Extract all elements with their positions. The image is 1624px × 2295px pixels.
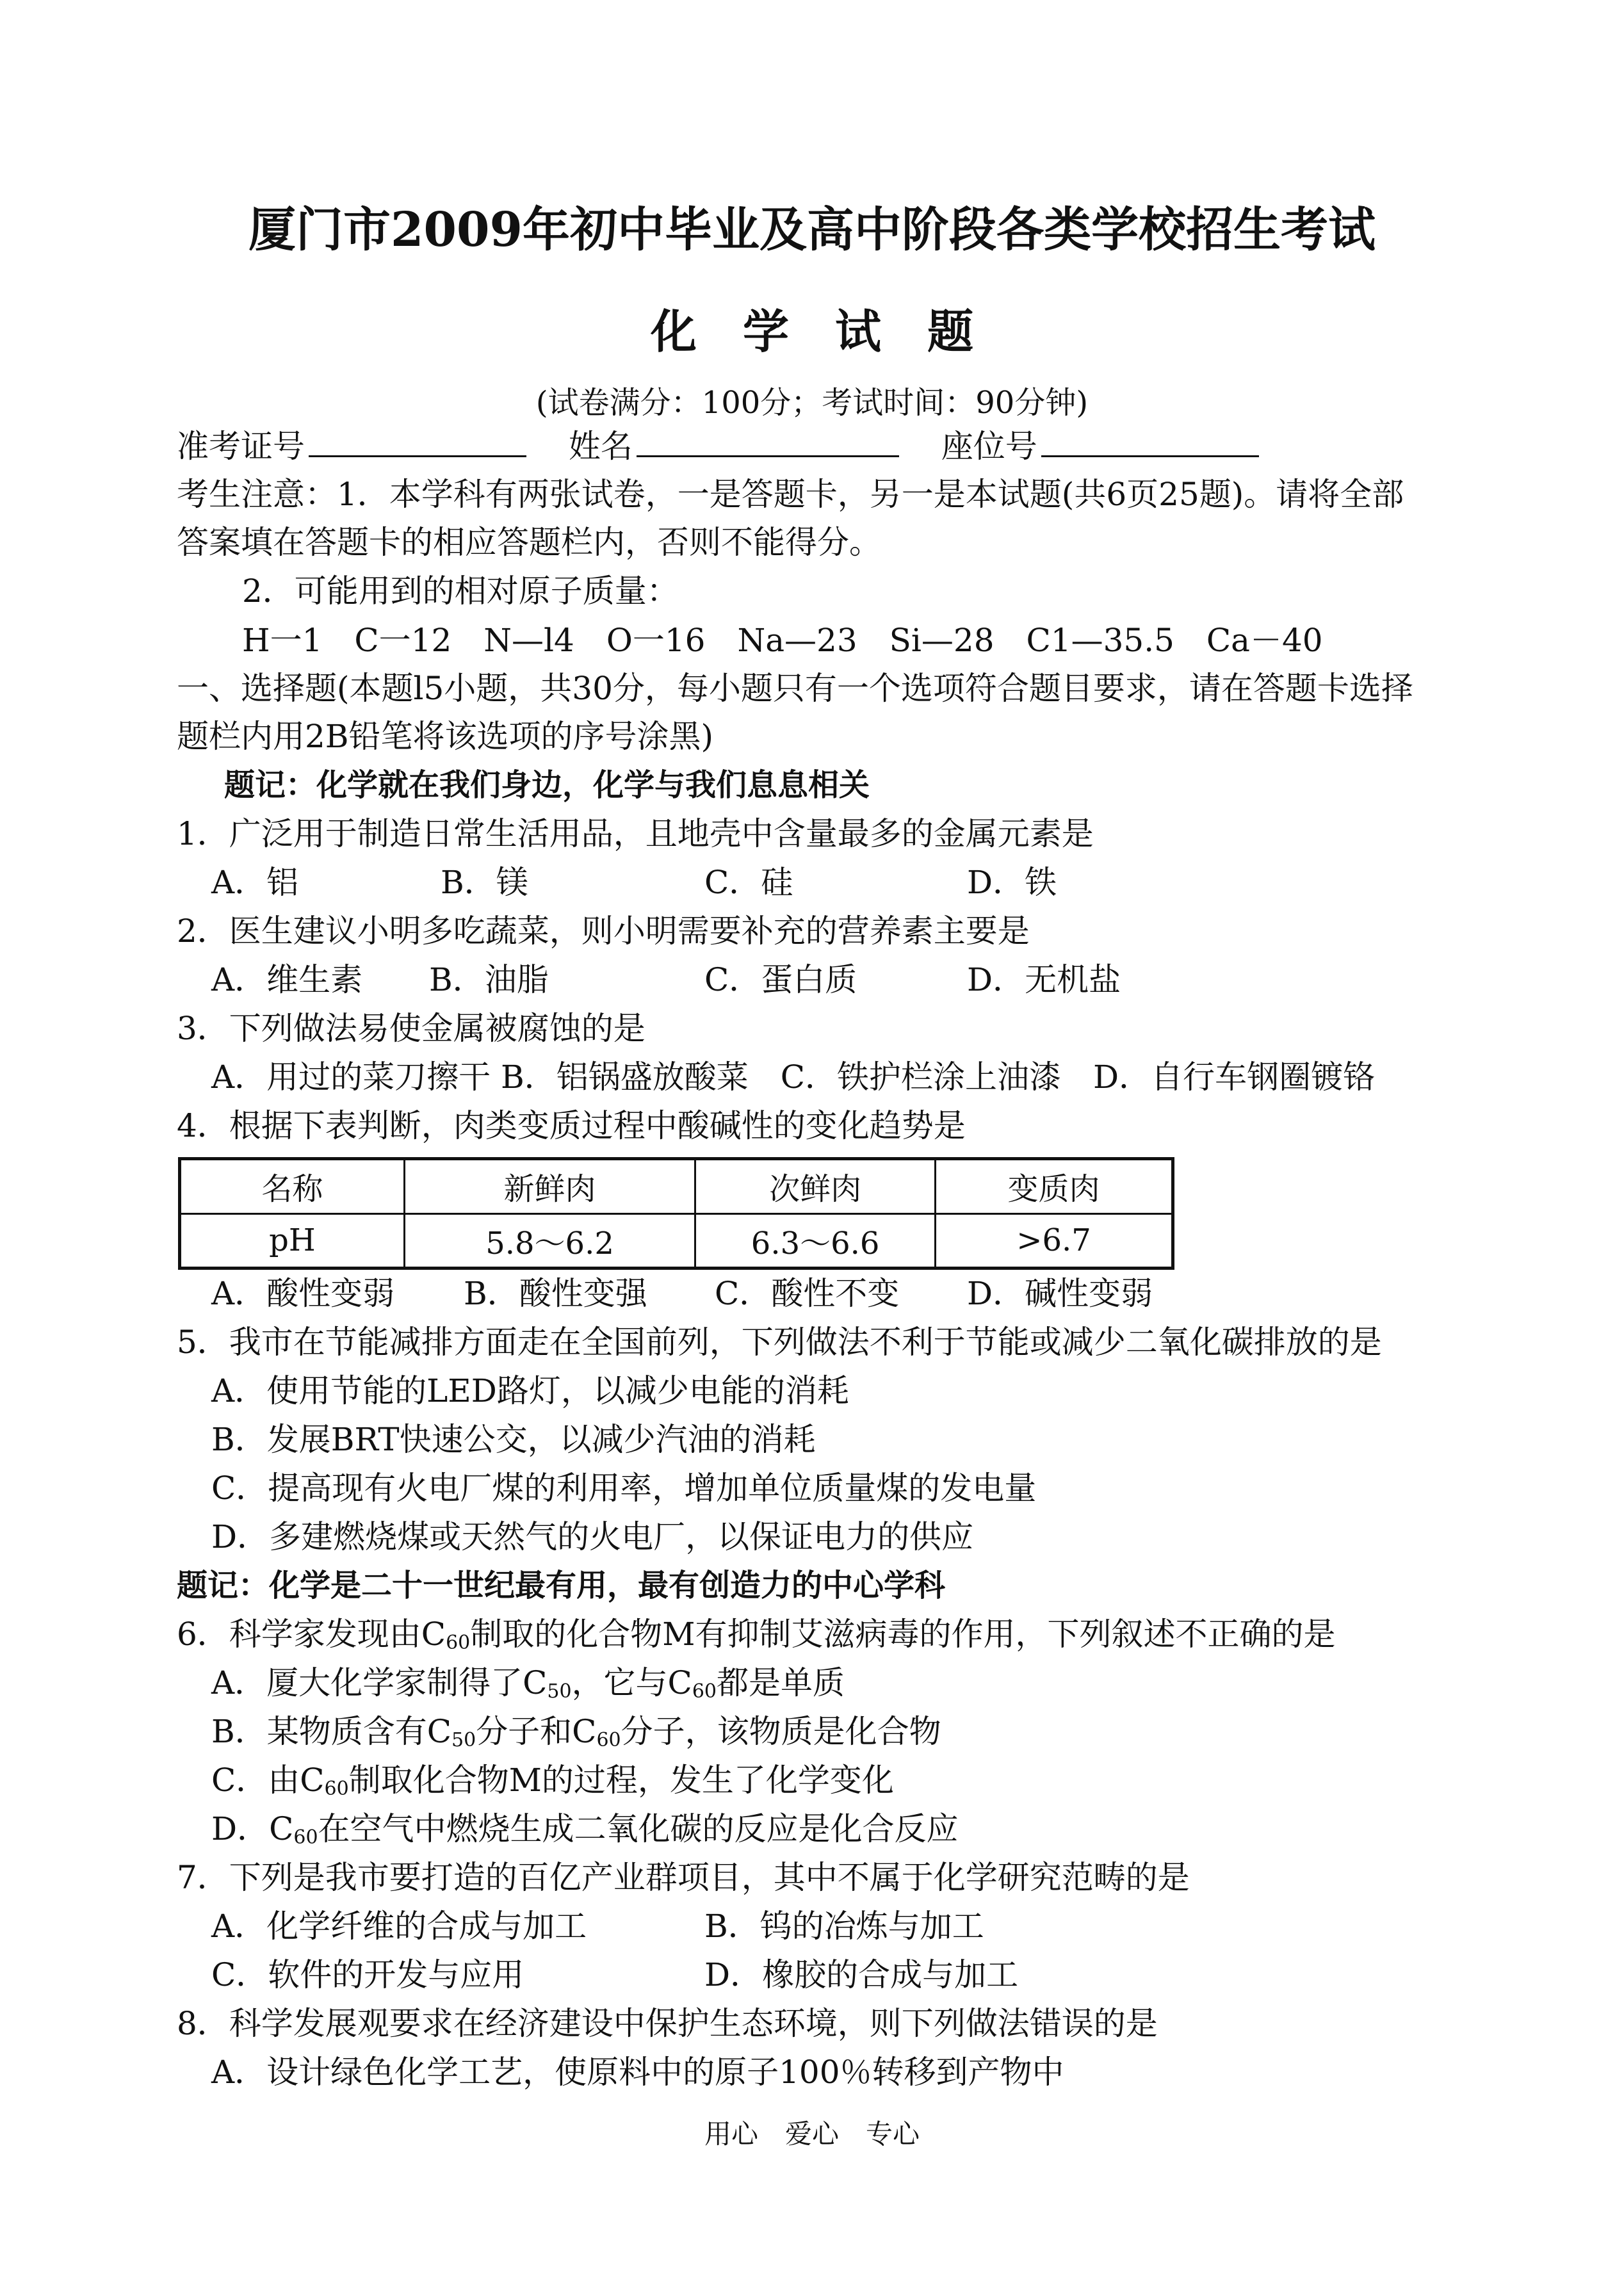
q4-option-c: C．酸性不变 xyxy=(715,1275,900,1312)
table-row xyxy=(180,1159,1173,1214)
table-header-cell: 新鲜肉 xyxy=(404,1159,695,1214)
section-instructions-2: 题栏内用2B铅笔将该选项的序号涂黑) xyxy=(177,718,714,755)
q1-option-a: A．铝 xyxy=(211,864,299,901)
q6-stem: 6．科学家发现由$C_{60}$制取的化合物M有抑制艾滋病毒的作用，下列叙述不正确的是 xyxy=(177,1616,1336,1654)
q6-option-d: D．$C_{60}$在空气中燃烧生成二氧化碳的反应是化合反应 xyxy=(211,1810,959,1849)
table-cell: pH xyxy=(180,1213,405,1269)
table-row xyxy=(180,1213,1173,1269)
q5-stem: 5．我市在节能减排方面走在全国前列，下列做法不利于节能或减少二氧化碳排放的是 xyxy=(177,1324,1382,1361)
table-header-cell: 变质肉 xyxy=(936,1159,1173,1214)
candidate-fields xyxy=(177,427,1259,466)
q5-option-b: B．发展BRT快速公交，以减少汽油的消耗 xyxy=(211,1421,816,1458)
q5-option-a: A．使用节能的LED路灯，以减少电能的消耗 xyxy=(211,1372,849,1409)
seat-blank[interactable] xyxy=(1041,427,1259,457)
table-header-cell: 名称 xyxy=(180,1159,405,1214)
notice-line-2: 答案填在答题卡的相应答题栏内，否则不能得分。 xyxy=(177,524,881,561)
q2-option-c: C．蛋白质 xyxy=(704,961,857,998)
q7-option-c: C．软件的开发与应用 xyxy=(211,1956,524,1993)
q4-option-b: B．酸性变强 xyxy=(464,1275,647,1312)
theme-note-2: 题记：化学是二十一世纪最有用，最有创造力的中心学科 xyxy=(177,1568,946,1603)
table-cell: 6.3～6.6 xyxy=(695,1213,936,1269)
q2-stem: 2．医生建议小明多吃蔬菜，则小明需要补充的营养素主要是 xyxy=(177,912,1030,950)
exam-title: 厦门市2009年初中毕业及高中阶段各类学校招生考试 xyxy=(248,202,1376,257)
q3-stem: 3．下列做法易使金属被腐蚀的是 xyxy=(177,1010,646,1047)
q7-stem: 7．下列是我市要打造的百亿产业群项目，其中不属于化学研究范畴的是 xyxy=(177,1859,1190,1896)
q1-option-d: D．铁 xyxy=(967,864,1057,901)
q6-option-c: C．由$C_{60}$制取化合物M的过程，发生了化学变化 xyxy=(211,1762,894,1800)
q2-option-d: D．无机盐 xyxy=(967,961,1121,998)
ph-table xyxy=(178,1157,1174,1270)
q8-option-a: A．设计绿色化学工艺，使原料中的原子100％转移到产物中 xyxy=(211,2054,1064,2091)
subject-title: 化 学 试 题 xyxy=(650,304,973,359)
q5-option-d: D．多建燃烧煤或天然气的火电厂，以保证电力的供应 xyxy=(211,1518,974,1555)
table-cell: 5.8～6.2 xyxy=(404,1213,695,1269)
q1-option-c: C．硅 xyxy=(704,864,793,901)
q2-option-a: A．维生素 xyxy=(211,961,363,998)
q8-stem: 8．科学发展观要求在经济建设中保护生态环境，则下列做法错误的是 xyxy=(177,2005,1158,2042)
q3-options: A．用过的菜刀擦干 B．铝锅盛放酸菜 C．铁护栏涂上油漆 D．自行车钢圈镀铬 xyxy=(211,1058,1376,1096)
q4-option-d: D．碱性变弱 xyxy=(967,1275,1153,1312)
seat-label: 座位号 xyxy=(941,428,1037,465)
exam-number-blank[interactable] xyxy=(309,427,526,457)
atomic-masses: H一1 C一12 N—l4 O一16 Na—23 Si—28 C1—35.5 Ca－40 xyxy=(242,622,1323,659)
page-footer: 用心 爱心 专心 xyxy=(704,2118,920,2150)
theme-note-1: 题记：化学就在我们身边，化学与我们息息相关 xyxy=(224,767,870,803)
q6-option-a: A．厦大化学家制得了$C_{50}$，它与$C_{60}$都是单质 xyxy=(211,1664,845,1703)
q1-stem: 1．广泛用于制造日常生活用品，且地壳中含量最多的金属元素是 xyxy=(177,815,1094,852)
name-blank[interactable] xyxy=(637,427,899,457)
name-label: 姓名 xyxy=(568,428,633,465)
q4-option-a: A．酸性变弱 xyxy=(211,1275,395,1312)
q2-option-b: B．油脂 xyxy=(429,961,549,998)
section-instructions-1: 一、选择题(本题l5小题，共30分，每小题只有一个选项符合题目要求，请在答题卡选择 xyxy=(177,670,1413,707)
q7-option-b: B．钨的冶炼与加工 xyxy=(704,1908,984,1945)
q1-option-b: B．镁 xyxy=(441,864,528,901)
exam-number-label: 准考证号 xyxy=(177,428,305,465)
exam-meta: (试卷满分：100分；考试时间：90分钟) xyxy=(535,385,1089,421)
table-header-cell: 次鲜肉 xyxy=(695,1159,936,1214)
q7-option-d: D．橡胶的合成与加工 xyxy=(704,1956,1019,1993)
q4-stem: 4．根据下表判断，肉类变质过程中酸碱性的变化趋势是 xyxy=(177,1107,966,1144)
q5-option-c: C．提高现有火电厂煤的利用率，增加单位质量煤的发电量 xyxy=(211,1470,1037,1507)
notice-line-1: 考生注意：1．本学科有两张试卷，一是答题卡，另一是本试题(共6页25题)。请将全部 xyxy=(177,476,1404,513)
notice-line-3: 2．可能用到的相对原子质量： xyxy=(242,572,679,610)
q7-option-a: A．化学纤维的合成与加工 xyxy=(211,1908,587,1945)
table-cell: >6.7 xyxy=(936,1213,1173,1269)
q6-option-b: B．某物质含有$C_{50}$分子和$C_{60}$分子，该物质是化合物 xyxy=(211,1713,941,1751)
